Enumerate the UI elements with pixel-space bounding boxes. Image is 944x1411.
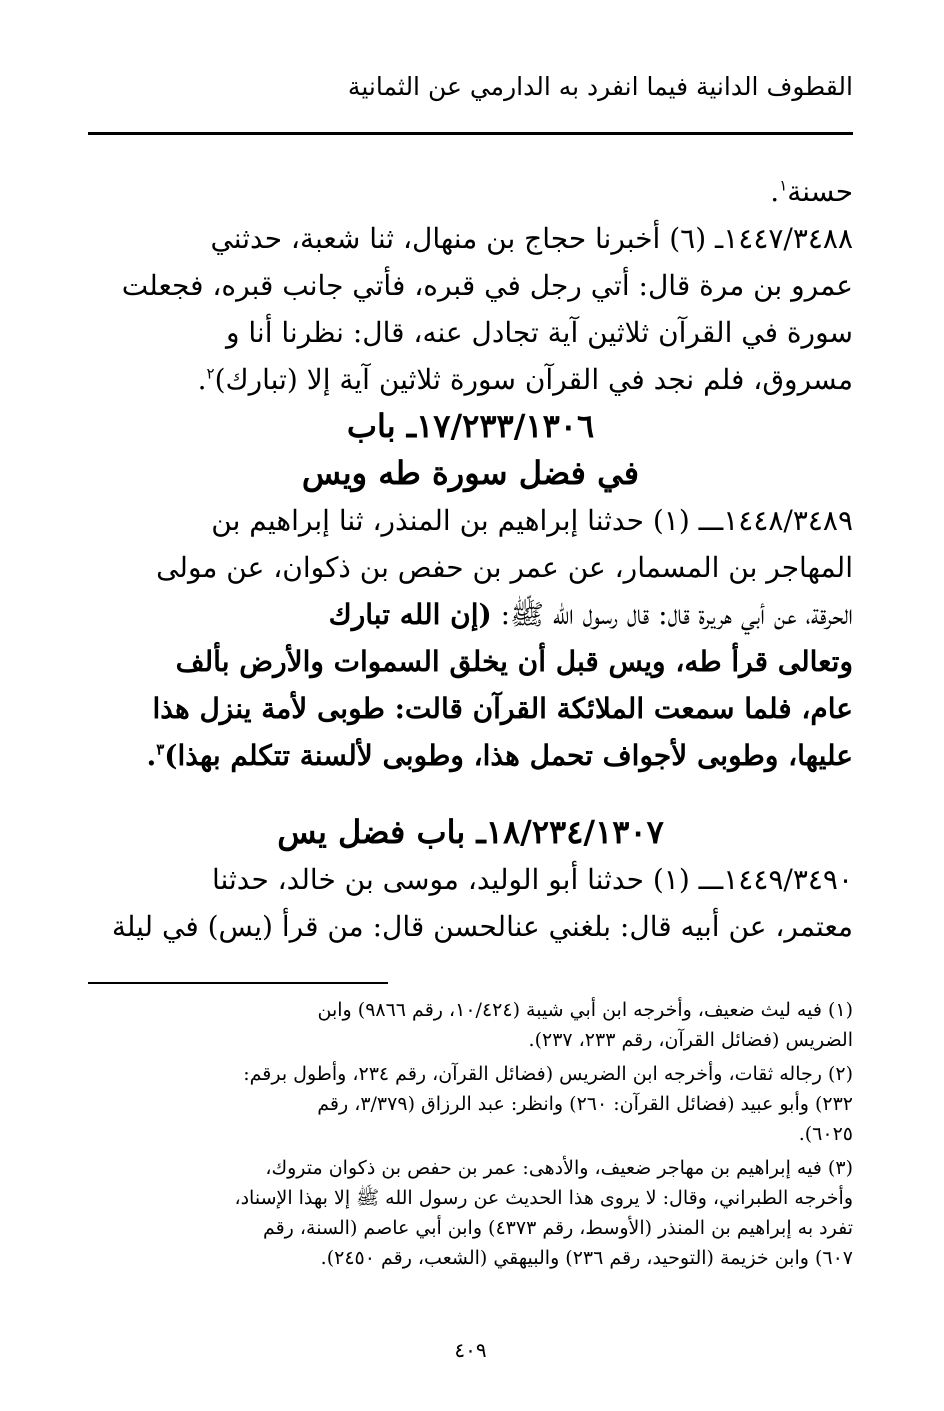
hadith-matn: عام، فلما سمعت الملائكة القرآن قالت: طوبى لأمة ينزل هذا (152, 692, 853, 725)
page-number: ٤٠٩ (454, 1338, 487, 1362)
footnote-ref: ١ (779, 176, 788, 195)
text-line: سورة في القرآن ثلاثين آية تجادل عنه، قال: نظرنا أنا و (225, 316, 853, 349)
running-title: القطوف الدانية فيما انفرد به الدارمي عن الثمانية (347, 72, 853, 101)
chapter-title-heading: في فضل سورة طه ويس (301, 454, 640, 492)
hadith-1449-line: ١٤٤٩/٣٤٩٠ـــ (١) حدثنا أبو الوليد، موسى بن خالد، حدثنا (211, 863, 853, 896)
text-line: حسنة$^١$. (770, 175, 853, 208)
chapter-heading: ١٨/٢٣٤/١٣٠٧ـ باب فضل يس (277, 813, 664, 851)
hadith-1448-line: ١٤٤٨/٣٤٨٩ـــ (١) حدثنا إبراهيم بن المنذر، ثنا إبراهيم بن (211, 504, 853, 537)
hadith-matn: وتعالى قرأ طه، ويس قبل أن يخلق السموات والأرض بألف (175, 645, 853, 678)
chapter-number-heading: ١٧/٢٣٣/١٣٠٦ـ باب (346, 407, 595, 445)
footnote-ref: ٣ (156, 740, 165, 759)
text-line: عمرو بن مرة قال: أتي رجل في قبره، فأتي جانب قبره، فجعلت (121, 269, 853, 302)
text-line: مسروق، فلم نجد في القرآن سورة ثلاثين آية إلا (تبارك)$^٢$. (197, 363, 853, 396)
hadith-1447-line: ١٤٤٧/٣٤٨٨ـ (٦) أخبرنا حجاج بن منهال، ثنا شعبة، حدثني (210, 222, 853, 255)
hadith-matn: (إن الله تبارك (328, 598, 492, 631)
header-rule (88, 132, 853, 135)
footnote-1: (١) فيه ليث ضعيف، وأخرجه ابن أبي شيبة (١٠/٤٢٤، رقم ٩٨٦٦) وابن الضريس (فضائل القرآن، رقم ٢٣٣، ٢٣٧). (317, 999, 853, 1051)
document-page (88, 60, 853, 1390)
footnotes (88, 995, 853, 1277)
footnote-ref: ٢ (206, 364, 215, 383)
text-line: المهاجر بن المسمار، عن عمر بن حفص بن ذكوان، عن مولى (156, 551, 853, 584)
text-line: الحرقة، عن أبي هريرة قال: قال رسول الله ﷺ: (إن الله تبارك (328, 598, 853, 631)
main-text (88, 168, 853, 950)
hadith-matn: عليها، وطوبى لأجواف تحمل هذا، وطوبى لألسنة تتكلم بهذا)$^٣$. (146, 739, 853, 772)
footnote-2: (٢) رجاله ثقات، وأخرجه ابن الضريس (فضائل القرآن، رقم ٢٣٤، وأطول برقم: ٢٣٢) وأبو عبيد (فضائل القرآن: ٢٦٠) وانظر: عبد الرزاق (٣/٣٧٩، رقم ٦٠٢٥). (243, 1063, 853, 1145)
text-line: معتمر، عن أبيه قال: بلغني عنالحسن قال: من قرأ (يس) في ليلة (111, 910, 853, 943)
footnote-3: (٣) فيه إبراهيم بن مهاجر ضعيف، والأدهى: عمر بن حفص بن ذكوان متروك، وأخرجه الطبراني، وقال: لا يروى هذا الحديث عن رسول الله ﷺ إلا بهذا الإسناد، تفرد به إبراهيم بن المنذر (الأوسط، رقم ٤٣٧٣) وابن أبي عاصم (السنة، رقم ٦٠٧) وابن خزيمة (التوحيد، رقم ٢٣٦) والبيهقي (الشعب، رقم ٢٤٥٠). (234, 1157, 853, 1269)
footnote-separator (88, 982, 388, 984)
